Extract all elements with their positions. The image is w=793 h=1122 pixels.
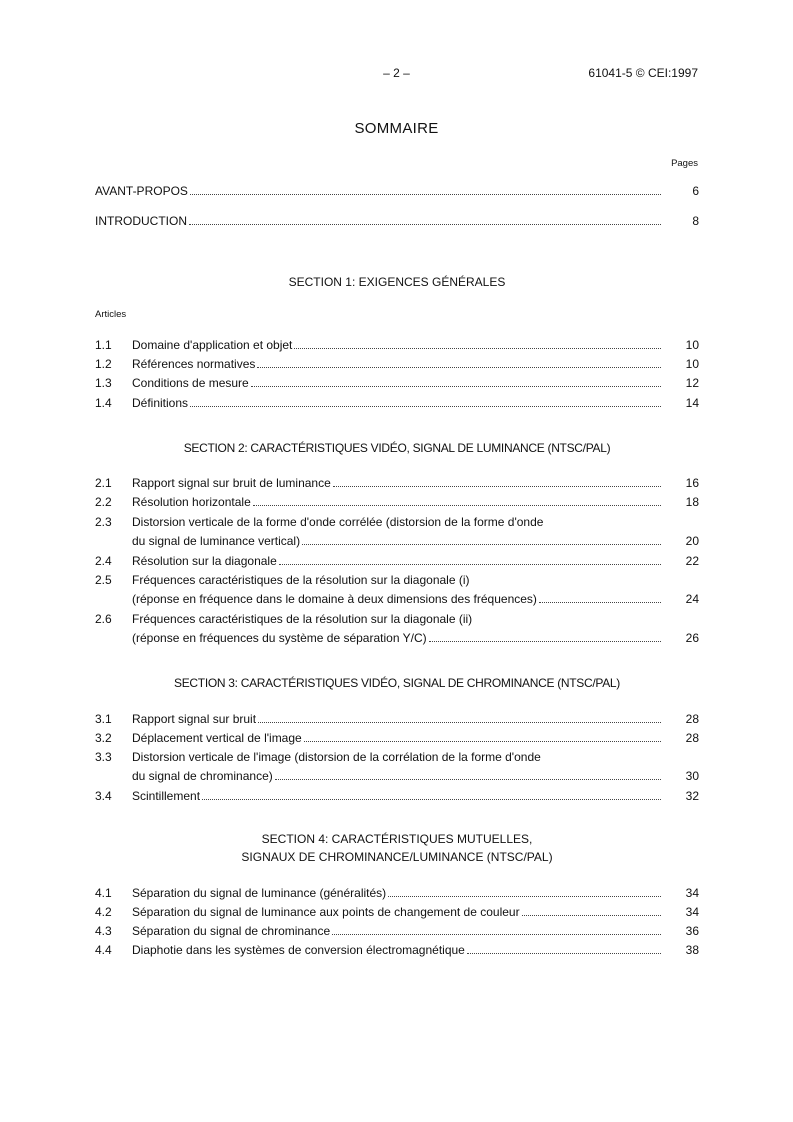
toc-entry-2-4[interactable] bbox=[95, 552, 699, 568]
toc-page-number: 12 bbox=[685, 376, 699, 390]
dot-leader bbox=[279, 564, 661, 565]
toc-entry-4-3[interactable] bbox=[95, 922, 699, 938]
toc-entry-text: Résolution sur la diagonale bbox=[132, 554, 277, 568]
toc-entry-text: Diaphotie dans les systèmes de conversion électromagnétique bbox=[132, 943, 465, 957]
toc-page-number: 10 bbox=[685, 357, 699, 371]
toc-entry-2-5-line1[interactable] bbox=[95, 571, 699, 587]
toc-page-number: 34 bbox=[685, 886, 699, 900]
toc-entry-text: (réponse en fréquence dans le domaine à deux dimensions des fréquences) bbox=[132, 592, 537, 606]
toc-entry-avant-propos[interactable] bbox=[95, 182, 699, 198]
toc-page-number: 18 bbox=[685, 495, 699, 509]
dot-leader bbox=[190, 406, 661, 407]
dot-leader bbox=[257, 367, 661, 368]
dot-leader bbox=[429, 641, 661, 642]
section-4-heading-line2: SIGNAUX DE CHROMINANCE/LUMINANCE (NTSC/PAL) bbox=[241, 850, 553, 864]
page-title: SOMMAIRE bbox=[354, 120, 439, 137]
dot-leader bbox=[189, 224, 661, 225]
toc-entry-2-6-line1[interactable] bbox=[95, 610, 699, 626]
toc-page-number: 22 bbox=[685, 554, 699, 568]
toc-entry-number: 3.1 bbox=[95, 712, 112, 726]
toc-entry-3-3[interactable] bbox=[132, 767, 699, 783]
toc-entry-number: 3.2 bbox=[95, 731, 112, 745]
toc-entry-text: Déplacement vertical de l'image bbox=[132, 731, 302, 745]
toc-entry-number: 4.2 bbox=[95, 905, 112, 919]
toc-page-number: 10 bbox=[685, 338, 699, 352]
toc-entry-text: du signal de chrominance) bbox=[132, 769, 273, 783]
toc-entry-4-4[interactable] bbox=[95, 941, 699, 957]
toc-page-number: 32 bbox=[685, 789, 699, 803]
toc-entry-2-6[interactable] bbox=[132, 629, 699, 645]
toc-entry-number: 2.1 bbox=[95, 476, 112, 490]
toc-page-number: 8 bbox=[692, 214, 699, 228]
dot-leader bbox=[251, 386, 661, 387]
toc-entry-number: 2.3 bbox=[95, 515, 112, 529]
articles-label: Articles bbox=[95, 309, 127, 320]
section-4-heading-line1: SECTION 4: CARACTÉRISTIQUES MUTUELLES, bbox=[261, 832, 533, 846]
dot-leader bbox=[539, 602, 661, 603]
toc-entry-text: Rapport signal sur bruit bbox=[132, 712, 257, 726]
toc-entry-number: 2.2 bbox=[95, 495, 112, 509]
toc-entry-text: Distorsion verticale de l'image (distorsion de la corrélation de la forme d'onde bbox=[132, 750, 541, 764]
toc-entry-4-2[interactable] bbox=[95, 903, 699, 919]
toc-entry-text: AVANT-PROPOS bbox=[95, 184, 188, 198]
toc-page-number: 14 bbox=[685, 396, 699, 410]
toc-page-number: 6 bbox=[692, 184, 699, 198]
toc-entry-text: (réponse en fréquences du système de séparation Y/C) bbox=[132, 631, 427, 645]
page-number: – 2 – bbox=[383, 66, 410, 80]
document-reference: 61041-5 © CEI:1997 bbox=[588, 66, 698, 80]
toc-entry-text: Séparation du signal de luminance (généralités) bbox=[132, 886, 387, 900]
dot-leader bbox=[253, 505, 661, 506]
toc-entry-3-1[interactable] bbox=[95, 710, 699, 726]
toc-page-number: 20 bbox=[685, 534, 699, 548]
toc-page-number: 26 bbox=[685, 631, 699, 645]
toc-entry-2-3[interactable] bbox=[132, 532, 699, 548]
toc-entry-text: Domaine d'application et objet bbox=[132, 338, 293, 352]
toc-entry-number: 3.3 bbox=[95, 750, 112, 764]
toc-entry-text: Conditions de mesure bbox=[132, 376, 249, 390]
toc-entry-number: 4.3 bbox=[95, 924, 112, 938]
toc-entry-text: INTRODUCTION bbox=[95, 214, 187, 228]
toc-entry-3-4[interactable] bbox=[95, 787, 699, 803]
dot-leader bbox=[302, 544, 661, 545]
toc-entry-number: 1.2 bbox=[95, 357, 112, 371]
section-2-heading: SECTION 2: CARACTÉRISTIQUES VIDÉO, SIGNAL DE LUMINANCE (NTSC/PAL) bbox=[183, 441, 611, 455]
toc-entry-1-1[interactable] bbox=[95, 336, 699, 352]
toc-entry-4-1[interactable] bbox=[95, 884, 699, 900]
toc-entry-1-2[interactable] bbox=[95, 355, 699, 371]
toc-page-number: 16 bbox=[685, 476, 699, 490]
toc-entry-text: Fréquences caractéristiques de la résolution sur la diagonale (ii) bbox=[132, 612, 473, 626]
dot-leader bbox=[467, 953, 661, 954]
toc-entry-text: Séparation du signal de luminance aux points de changement de couleur bbox=[132, 905, 520, 919]
toc-page-number: 34 bbox=[685, 905, 699, 919]
toc-entry-3-3-line1[interactable] bbox=[95, 748, 699, 764]
toc-entry-text: Références normatives bbox=[132, 357, 256, 371]
toc-entry-2-2[interactable] bbox=[95, 493, 699, 509]
toc-entry-2-3-line1[interactable] bbox=[95, 513, 699, 529]
dot-leader bbox=[332, 934, 661, 935]
toc-entry-text: Fréquences caractéristiques de la résolution sur la diagonale (i) bbox=[132, 573, 470, 587]
toc-entry-number: 4.1 bbox=[95, 886, 112, 900]
dot-leader bbox=[304, 741, 661, 742]
toc-entry-introduction[interactable] bbox=[95, 212, 699, 228]
dot-leader bbox=[294, 348, 661, 349]
toc-page-number: 38 bbox=[685, 943, 699, 957]
toc-entry-text: Distorsion verticale de la forme d'onde corrélée (distorsion de la forme d'onde bbox=[132, 515, 544, 529]
toc-entry-3-2[interactable] bbox=[95, 729, 699, 745]
toc-entry-number: 2.4 bbox=[95, 554, 112, 568]
toc-page-number: 28 bbox=[685, 712, 699, 726]
toc-page-number: 28 bbox=[685, 731, 699, 745]
toc-entry-1-4[interactable] bbox=[95, 394, 699, 410]
toc-entry-1-3[interactable] bbox=[95, 374, 699, 390]
toc-entry-number: 2.6 bbox=[95, 612, 112, 626]
toc-entry-number: 1.4 bbox=[95, 396, 112, 410]
toc-entry-text: Définitions bbox=[132, 396, 189, 410]
dot-leader bbox=[388, 896, 661, 897]
toc-page-number: 30 bbox=[685, 769, 699, 783]
toc-page-number: 36 bbox=[685, 924, 699, 938]
toc-entry-number: 3.4 bbox=[95, 789, 112, 803]
toc-entry-number: 1.1 bbox=[95, 338, 112, 352]
toc-entry-number: 4.4 bbox=[95, 943, 112, 957]
section-1-heading: SECTION 1: EXIGENCES GÉNÉRALES bbox=[288, 275, 506, 289]
dot-leader bbox=[202, 799, 661, 800]
toc-entry-text: Scintillement bbox=[132, 789, 201, 803]
dot-leader bbox=[258, 722, 661, 723]
toc-entry-text: Séparation du signal de chrominance bbox=[132, 924, 331, 938]
toc-entry-2-1[interactable] bbox=[95, 474, 699, 490]
toc-entry-2-5[interactable] bbox=[132, 590, 699, 606]
toc-entry-text: Résolution horizontale bbox=[132, 495, 251, 509]
section-3-heading: SECTION 3: CARACTÉRISTIQUES VIDÉO, SIGNAL DE CHROMINANCE (NTSC/PAL) bbox=[174, 676, 620, 690]
toc-entry-number: 2.5 bbox=[95, 573, 112, 587]
toc-entry-number: 1.3 bbox=[95, 376, 112, 390]
toc-entry-text: du signal de luminance vertical) bbox=[132, 534, 301, 548]
dot-leader bbox=[333, 486, 661, 487]
dot-leader bbox=[522, 915, 661, 916]
toc-page-number: 24 bbox=[685, 592, 699, 606]
toc-entry-text: Rapport signal sur bruit de luminance bbox=[132, 476, 331, 490]
pages-column-label: Pages bbox=[671, 158, 698, 169]
dot-leader bbox=[190, 194, 661, 195]
dot-leader bbox=[275, 779, 661, 780]
